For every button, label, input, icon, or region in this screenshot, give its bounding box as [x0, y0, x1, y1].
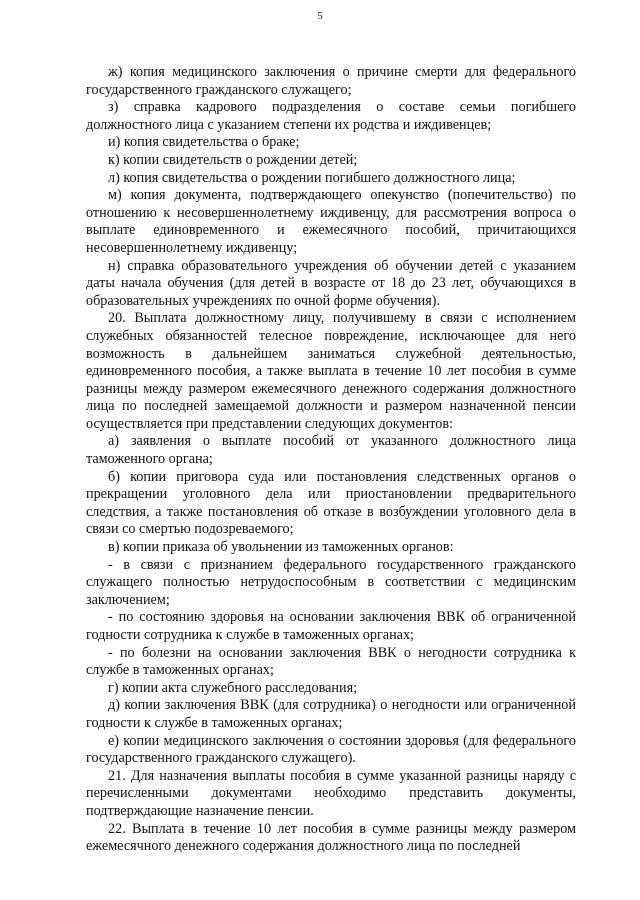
- paragraph-m: м) копия документа, подтверждающего опекунство (попечительство) по отношению к несовершеннолетнему иждивенцу, для рассмотрения вопроса о выплате единовременного и ежемесячного пособий, причитающихся несовершеннолетнему иждивенцу;: [86, 187, 576, 256]
- paragraph-e: е) копии медицинского заключения о состоянии здоровья (для федерального государственного гражданского служащего).: [86, 732, 576, 767]
- list-dash-1: - в связи с признанием федерального государственного гражданского служащего полностью нетрудоспособным в соответствии с медицинским заключением;: [86, 556, 576, 608]
- paragraph-b: б) копии приговора суда или постановления следственных органов о прекращении уголовного дела или приостановлении предварительного следствия, а также постановления об отказе в возбуждении уголовного дела в связи со смертью подозреваемого;: [86, 468, 576, 538]
- paragraph-21: 21. Для назначения выплаты пособия в сумме указанной разницы наряду с перечисленными документами необходимо представить документы, подтверждающие назначение пенсии.: [86, 767, 576, 819]
- paragraph-zh: ж) копия медицинского заключения о причине смерти для федерального государственного гражданского служащего;: [86, 64, 576, 98]
- paragraph-d: д) копии заключения ВВК (для сотрудника) о негодности или ограниченной годности к службе в таможенных органах;: [86, 697, 576, 731]
- paragraph-20: 20. Выплата должностному лицу, получившему в связи с исполнением служебных обязанностей телесное повреждение, исключающее для него возможность в дальнейшем заниматься служебной деятельностью, единовременного пособия, а также выплата в течение 10 лет пособия в сумме разницы между размером ежемесячного денежного содержания должностного лица по последней замещаемой должности и размером назначенной пенсии осуществляется при представлении следующих документов:: [86, 310, 576, 432]
- paragraph-v: в) копии приказа об увольнении из таможенных органов:: [108, 539, 454, 556]
- document-body: [86, 64, 576, 856]
- paragraph-g: г) копии акта служебного расследования;: [108, 679, 358, 696]
- list-dash-3: - по болезни на основании заключения ВВК о негодности сотрудника к службе в таможенных органах;: [86, 644, 576, 679]
- paragraph-i: и) копия свидетельства о браке;: [108, 134, 300, 151]
- paragraph-n: н) справка образовательного учреждения об обучении детей с указанием даты начала обучения (для детей в возрасте от 18 до 23 лет, обучающихся в образовательных учреждениях по очной форме обучения).: [86, 257, 576, 309]
- list-dash-2: - по состоянию здоровья на основании заключения ВВК об ограниченной годности сотрудника к службе в таможенных органах;: [86, 609, 576, 643]
- paragraph-a: а) заявления о выплате пособий от указанного должностного лица таможенного органа;: [86, 433, 576, 468]
- paragraph-z: з) справка кадрового подразделения о составе семьи погибшего должностного лица с указанием степени их родства и иждивенцев;: [86, 99, 576, 133]
- paragraph-l: л) копия свидетельства о рождении погибшего должностного лица;: [108, 169, 516, 186]
- paragraph-22: 22. Выплата в течение 10 лет пособия в сумме разницы между размером ежемесячного денежного содержания должностного лица по последней: [86, 820, 576, 855]
- paragraph-k: к) копии свидетельств о рождении детей;: [108, 151, 358, 168]
- page-number: 5: [317, 10, 323, 22]
